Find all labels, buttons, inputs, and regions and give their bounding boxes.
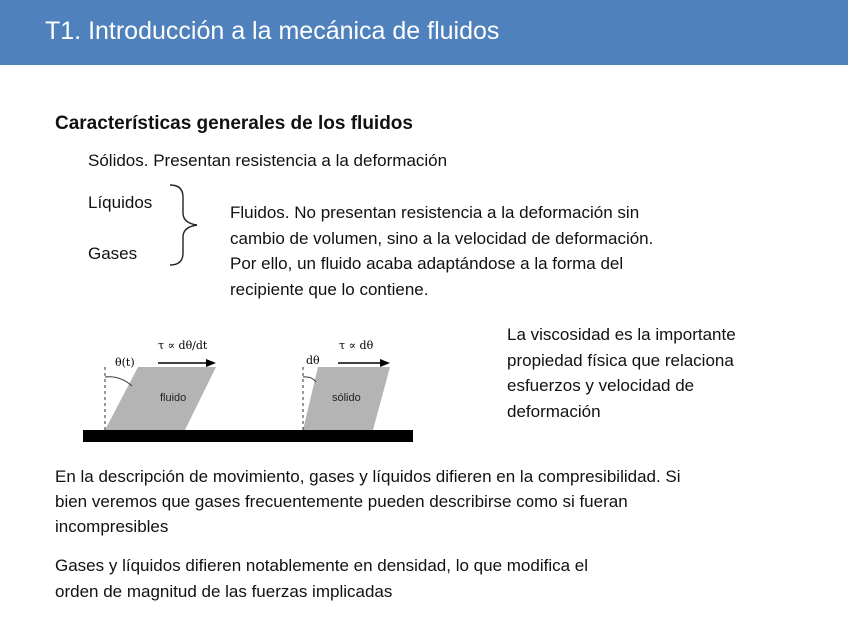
section-heading: Características generales de los fluidos [55, 113, 413, 134]
compresibilidad-line: bien veremos que gases frecuentemente pueden describirse como si fueran [55, 492, 628, 511]
fluid-arrowhead [206, 359, 216, 367]
solid-label: sólido [332, 392, 361, 404]
viscosidad-line: propiedad física que relaciona [507, 351, 734, 370]
fluid-angle-arc [105, 377, 132, 386]
densidad-line: orden de magnitud de las fuerzas implicadas [55, 582, 393, 601]
deformation-figure [80, 330, 420, 448]
densidad-line: Gases y líquidos difieren notablemente en densidad, lo que modifica el [55, 556, 589, 575]
solid-arrowhead [380, 359, 390, 367]
liquidos-label: Líquidos [88, 193, 153, 212]
slide-title: T1. Introducción a la mecánica de fluidos [45, 17, 500, 45]
compresibilidad-line: En la descripción de movimiento, gases y líquidos difieren en la compresibilidad. Si [55, 467, 681, 486]
compresibilidad-line: incompresibles [55, 517, 169, 536]
viscosidad-line: deformación [507, 402, 601, 421]
title-bar [0, 0, 848, 65]
viscosidad-line: La viscosidad es la importante [507, 325, 736, 344]
solid-angle-arc [303, 377, 316, 382]
fluid-tau-label: τ ∝ dθ/dt [158, 339, 208, 352]
fluid-label: fluido [160, 392, 187, 404]
fluidos-line: Fluidos. No presentan resistencia a la deformación sin [230, 203, 640, 222]
viscosidad-line: esfuerzos y velocidad de [507, 376, 695, 395]
solid-angle-label: dθ [306, 354, 320, 367]
fluidos-line: Por ello, un fluido acaba adaptándose a la forma del [230, 254, 624, 273]
fluidos-line: cambio de volumen, sino a la velocidad de deformación. [230, 229, 654, 248]
ground-bar [83, 430, 413, 442]
curly-brace [165, 183, 205, 268]
solid-tau-label: τ ∝ dθ [339, 339, 374, 352]
gases-label: Gases [88, 244, 138, 263]
fluidos-line: recipiente que lo contiene. [230, 280, 429, 299]
fluid-angle-label: θ(t) [115, 356, 135, 369]
solidos-text: Sólidos. Presentan resistencia a la deformación [88, 151, 448, 170]
